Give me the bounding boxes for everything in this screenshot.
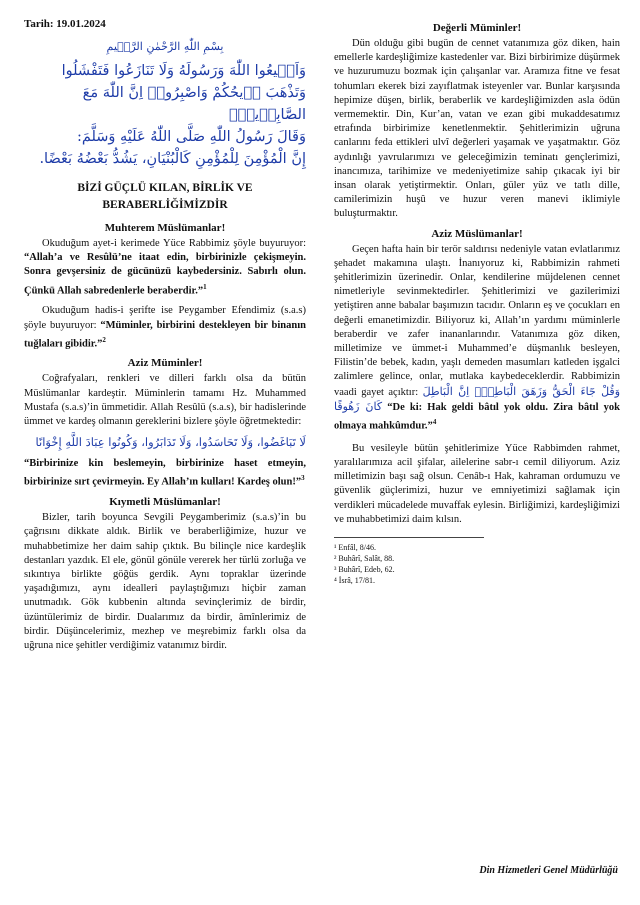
paragraph-history: Bizler, tarih boyunca Sevgili Peygamberimiz (s.a.s)’in bu çağrısını dikkate aldık. Birlik ve beraberliğimize, huzur ve muhabbetimize her daim sahip çıktık. Bu bilinçle nice kardeşlik destanları yazdık. El ele, gönül gönüle vererek her türlü zorluğa ve sıkıntıya birlikte göğüs gerdik. Aynı topraklar üzerinde yaşadığımızı, aynı idealleri paylaştığımızı hiçbir zaman unutmadık. Gök kubbenin altında sevinçlerimiz de birdir, üzüntülerimiz de birdir. Dualarımız da birdir, âmînlerimiz de birdir. Düşüncelerimiz, mezhep ve meşrebimiz farklı olsa da uğruna nice şehitler verdiğimiz vatanımız birdir.	[24, 512, 306, 651]
paragraph-martyrs	[334, 243, 620, 434]
footnote-2: ² Buhârî, Salât, 88.	[334, 554, 395, 563]
paragraph-hadith-meaning	[24, 304, 306, 351]
paragraph-hadith2-meaning	[24, 457, 306, 490]
footnote-4: ⁴ İsrâ, 17/81.	[334, 576, 376, 585]
footnote-ref-2: 2	[102, 335, 106, 344]
basmala: بِسْمِ اللّٰهِ الرَّحْمٰنِ الرَّح۪يمِ	[106, 40, 224, 53]
paragraph-unity: Dün olduğu gibi bugün de cennet vatanımıza göz diken, hain emellerle kardeşliğimize kastedenler var. Bizi birbirimize düşürmek ve huzurumuzu bozmak için çalışanlar var. Aramıza fitne ve fesat tohumları ekerek bizi zayıflatmak isteyenler var. Bunlar karşısında hepimize düşen, birlik, beraberlik ve kardeşliğimizden asla ödün vermemektir. Din, Kur’an, vatan ve ezan gibi mukaddesatımız etrafında birbirimize kenetlenmektir. Şehitlerimizin uğruna canlarını feda ettikleri ulvî değerleri yaşamak ve yaşatmaktır. Göz aydınlığı yavrularımızı ve geleceğimizin teminatı gençlerimizi, inancımıza, tarihimize ve medeniyetimize sahip çıkacak iyi bir insan olarak yetiştirmektir. Onları, güler yüz ve tatlı dille, camilerimizin huşû ve huzur veren manevi iklimiyle buluşturmaktır.	[334, 38, 620, 220]
footnote-ref-1: 1	[203, 282, 207, 291]
footnote-ref-3: 3	[301, 474, 305, 483]
heading-aziz-muslumanlar: Aziz Müslümanlar!	[431, 227, 523, 240]
signature: Din Hizmetleri Genel Müdürlüğü	[479, 865, 618, 876]
ayah-arabic-2: وَقُلْ جَٓاءَ الْحَقُّ وَزَهَقَ الْبَاطِلُۜ اِنَّ الْبَاطِلَ كَانَ زَهُوقًا	[334, 384, 621, 413]
footnote-1: ¹ Enfâl, 8/46.	[334, 543, 376, 552]
left-column	[24, 18, 306, 653]
paragraph-brotherhood: Coğrafyaları, renkleri ve dilleri farklı olsa da bütün Müslümanlar kardeştir. Müminlerin tamamı Hz. Muhammed Mustafa (s.a.s)’in ümmetidir. Allah Resûlü (s.a.s), bir hadislerinde ümmet ve kardeş olmanın gereklerini bizlere şöyle öğretmektedir:	[24, 373, 306, 428]
heading-aziz-muminler: Aziz Müminler!	[127, 357, 203, 370]
footnote-ref-4: 4	[432, 418, 437, 427]
hadith-arabic-2: لَا تَبَاغَضُوا، وَلَا تَحَاسَدُوا، وَلَا تَدَابَرُوا، وَكُونُوا عِبَادَ اللَّهِ إِخْوَانًا	[35, 435, 306, 450]
footnote-3: ³ Buhârî, Edeb, 62.	[334, 565, 395, 574]
heading-degerli: Değerli Müminler!	[432, 22, 522, 34]
ayah-text: وَاَط۪يعُوا اللّٰهَ وَرَسُولَهُ وَلَا تَنَازَعُوا فَتَفْشَلُوا وَتَذْهَبَ ر۪يحُكُمْ وَاصْبِرُواۜ اِنَّ اللّٰهَ مَعَ الصَّابِر۪ينَۚ	[61, 63, 306, 123]
p1-quote: “Allah’a ve Resûlü’ne itaat edin, birbirinizle çekişmeyin. Sonra gevşersiniz de gücünüzü kaybedersiniz. Sabırlı olun. Çünkü Allah sabredenlerle beraberdir.”	[24, 252, 306, 297]
sermon-page	[24, 18, 621, 898]
hadith-text: إِنَّ الْمُؤْمِنَ لِلْمُؤْمِنِ كَالْبُنْيَانِ، يَشُدُّ بَعْضُهُ بَعْضًا.	[39, 151, 306, 167]
heading-kiymetli: Kıymetli Müslümanlar!	[109, 496, 221, 509]
paragraph-prayer: Bu vesileyle bütün şehitlerimize Yüce Rabbimden rahmet, yaralılarımıza acil şifalar, ailelerine sabr-ı cemil diliyorum. Aziz milletimizin başı sağ olsun. Cenâb-ı Hak, kahraman ordumuzu ve güvenlik güçlerimizi, huzur ve emniyetimizi sağlamak için verdikleri mücadelede muvaffak eylesin. Birliğimizi, kardeşliğimizi ve muhabbetimizi daim kılsın.	[334, 442, 620, 525]
heading-muhterem: Muhterem Müslümanlar!	[104, 222, 226, 234]
p7-quote: “De ki: Hak geldi bâtıl yok oldu. Zira bâtıl yok olmaya mahkûmdur.”	[334, 401, 620, 432]
p7-text: Geçen hafta hain bir terör saldırısı nedeniyle vatan evlatlarımız şehadet makamına ulaştı. İnanıyoruz ki, Rabbimizin rahmeti şehitlerimizin üzerinedir. Onlar, kendilerine müjdelenen cennet nimetleriyle sevinmektedirler. Şehitlerimizi ve gazilerimizi yetiştiren anne babalar başımızın tacıdır. Onların eş ve çocukları en değerli emanetimizdir. Biliyoruz ki, Allah’ın yardımı müminlerle beraberdir ve zafer inananlarındır. Vatanımıza göz diken, milletimize ve ümmet-i Muhammed’e düşmanlık besleyen, Filistin’de bebek, kadın, yaşlı demeden masumları katleden işgalci zalimlere gelince, onlar, mutlaka kaybedeceklerdir. Rabbimizin vaadi gayet açıktır:	[334, 243, 620, 398]
right-column	[334, 18, 620, 586]
paragraph-ayah-meaning	[24, 237, 306, 298]
hadith-intro: وَقَالَ رَسُولُ اللّٰهِ صَلَّى اللّٰهُ عَلَيْهِ وَسَلَّمَ:	[76, 129, 306, 145]
footnote-divider	[334, 537, 484, 538]
date-label: Tarih: 19.01.2024	[24, 18, 106, 30]
sermon-title: BİZİ GÜÇLÜ KILAN, BİRLİK VE BERABERLİĞİMİZDİR	[77, 182, 253, 211]
p2-quote: “Müminler, birbirini destekleyen bir binanın tuğlaları gibidir.”	[24, 319, 306, 350]
p2-intro: Okuduğum hadis-i şerifte ise Peygamber Efendimiz (s.a.s) şöyle buyuruyor:	[24, 305, 306, 331]
p4-quote: “Birbirinize kin beslemeyin, birbirinize haset etmeyin, birbirinize sırt çevirmeyin. Ey Allah’ın kulları! Kardeş olun!”	[24, 458, 306, 488]
p1-intro: Okuduğum ayet-i kerimede Yüce Rabbimiz şöyle buyuruyor:	[42, 238, 306, 249]
